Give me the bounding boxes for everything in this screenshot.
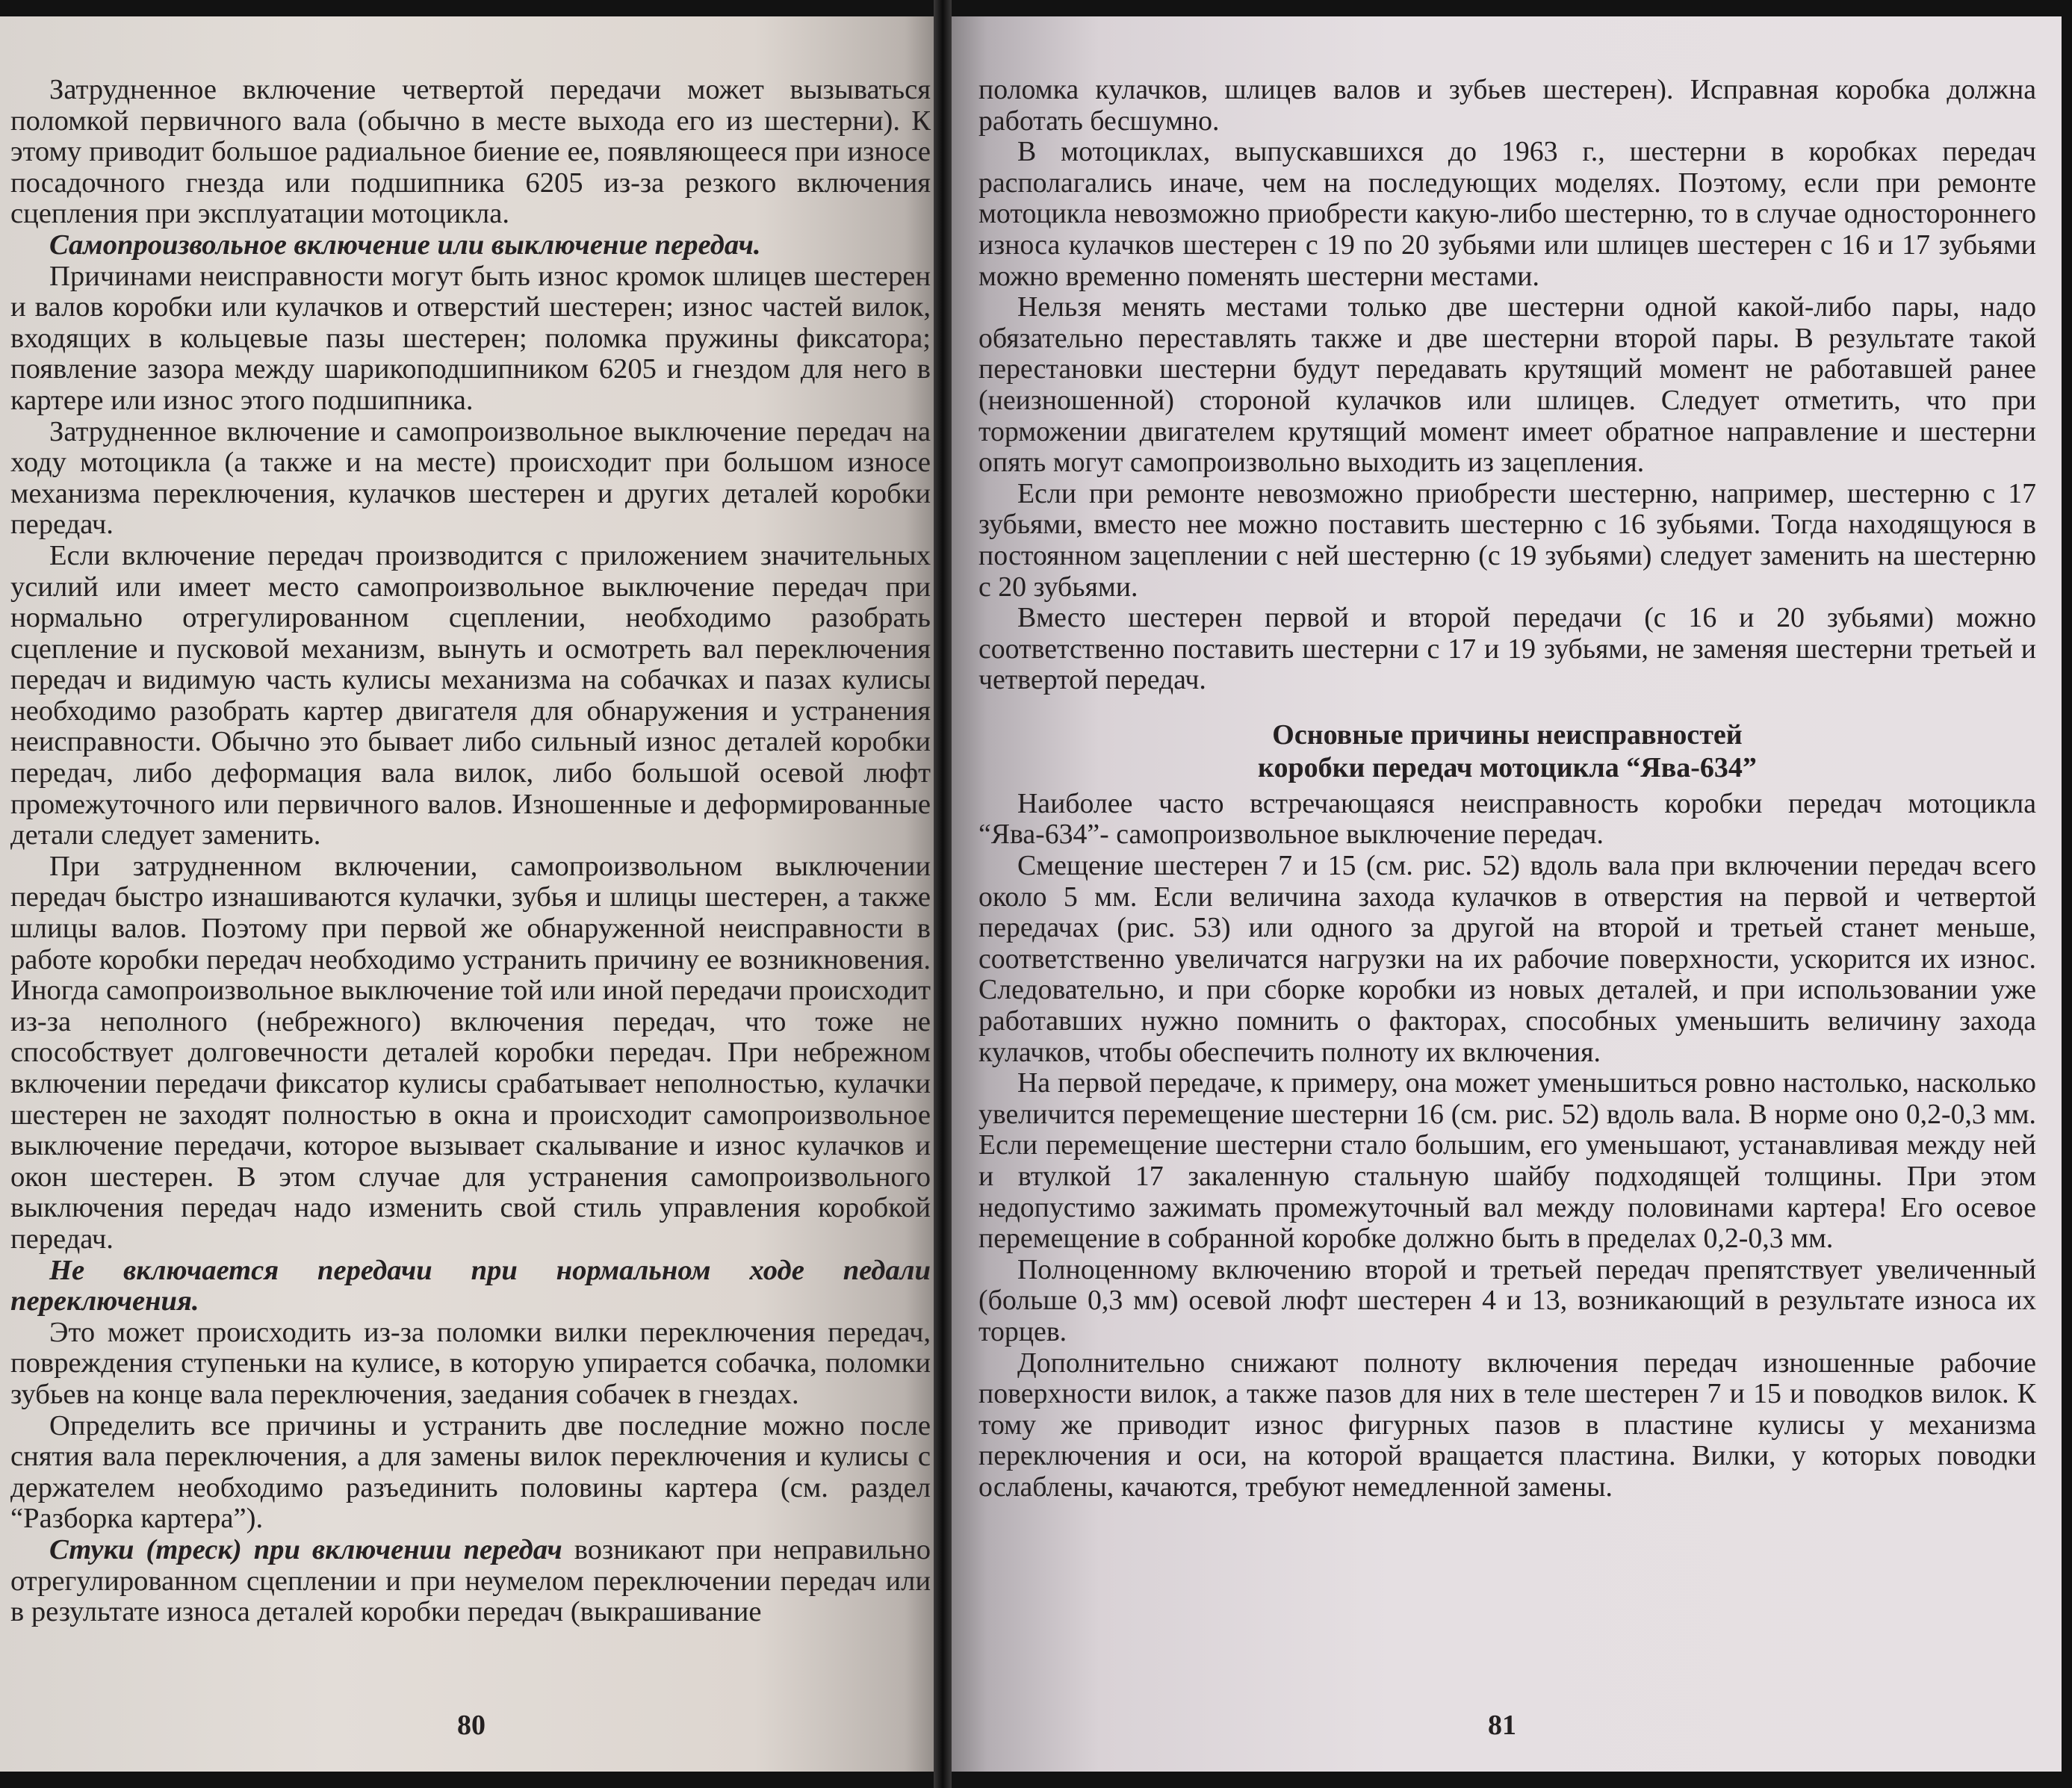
- right-page-text-top: [978, 75, 2036, 696]
- paragraph: [10, 1535, 931, 1628]
- paragraph-text: Смещение шестерен 7 и 15 (см. рис. 52) вдоль вала при включении передач всего около 5 мм. Если величина захода кулачков в отверстия на первой и четвертой передачах (рис. 53) или одного за другой на второй и третьей станет меньше, соответственно увеличатся нагрузки на их рабочие поверхности, ускорится их износ. Следовательно, и при сборке коробки из новых деталей, и при использовании уже работавших нужно помнить о факторах, способных уменьшить величину захода кулачков, чтобы обеспечить полноту их включения.: [978, 850, 2036, 1068]
- left-page-text: [10, 75, 935, 1628]
- paragraph: [10, 75, 931, 230]
- paragraph: [978, 479, 2036, 603]
- paragraph-text: поломка кулачков, шлицев валов и зубьев шестерен). Исправная коробка должна работать бесшумно.: [978, 74, 2036, 137]
- paragraph-text: Вместо шестерен первой и второй передачи (с 16 и 20 зубьями) можно соответственно поставить шестерни с 17 и 19 зубьями, не заменяя шестерни третьей и четвертой передач.: [978, 602, 2036, 696]
- inline-heading: Стуки (треск) при включении передач: [49, 1533, 562, 1565]
- section-title: [978, 718, 2036, 784]
- paragraph-text: Затрудненное включение четвертой передачи может вызываться поломкой первичного вала (обычно в месте выхода его из шестерни). К этому приводит большое радиальное биение ее, появляющееся при износе посадочного гнезда или подшипника 6205 из-за резкого включения сцепления при эксплуатации мотоцикла.: [10, 74, 931, 230]
- paragraph-text: При затрудненном включении, самопроизвольном выключении передач быстро изнашиваются кулачки, зубья и шлицы шестерен, а также шлицы валов. Поэтому при первой же обнаруженной неисправности в работе коробки передач необходимо устранить причину ее возникновения. Иногда самопроизвольное выключение той или иной передачи происходит из-за неполного (небрежного) включения передач, что тоже не способствует долговечности деталей коробки передач. При небрежном включении передачи фиксатор кулисы срабатывает неполностью, кулачки шестерен не заходят полностью в окна и происходит самопроизвольное выключение передачи, которое вызывает скалывание и износ кулачков и окон шестерен. В этом случае для устранения самопроизвольного выключения передач надо изменить свой стиль управления коробкой передач.: [10, 850, 931, 1255]
- paragraph: [978, 1068, 2036, 1255]
- paragraph: [10, 1411, 931, 1535]
- paragraph: [10, 1317, 931, 1411]
- page-number-right: 81: [1488, 1710, 1516, 1741]
- paragraph: [10, 261, 931, 417]
- page-number-left: 80: [457, 1710, 486, 1741]
- book-gutter: [934, 0, 952, 1788]
- paragraph-text: Если при ремонте невозможно приобрести шестерню, например, шестерню с 17 зубьями, вместо нее можно поставить шестерню с 16 зубьями. Тогда находящуюся в постоянном зацеплении с ней шестерню (с 19 зубьями) следует заменить на шестерню с 20 зубьями.: [978, 477, 2036, 603]
- paragraph: [978, 1348, 2036, 1503]
- paragraph-text: Если включение передач производится с приложением значительных усилий или имеет место самопроизвольное выключение передач при нормально отрегулированном сцеплении, необходимо разобрать сцепление и пусковой механизм, вынуть и осмотреть вал переключения передач и видимую часть кулисы механизма на собачках и пазах кулисы необходимо разобрать картер двигателя для обнаружения и устранения неисправности. Обычно это бывает либо сильный износ деталей коробки передач, либо деформация вала вилок, либо большой осевой люфт промежуточного или первичного валов. Изношенные и деформированные детали следует заменить.: [10, 539, 931, 851]
- paragraph-text: Нельзя менять местами только две шестерни одной какой-либо пары, надо обязательно переставлять также и две шестерни второй пары. В результате такой перестановки шестерни будут передавать крутящий момент не работавшей ранее (неизношенной) стороной кулачков или шлицев. Следует отметить, что при торможении двигателем крутящий момент имеет обратное направление и шестерни опять могут самопроизвольно выходить из зацепления.: [978, 291, 2036, 479]
- paragraph-text: Полноценному включению второй и третьей передач препятствует увеличенный (больше 0,3 мм) осевой люфт шестерен 4 и 13, возникающий в результате износа их торцев.: [978, 1253, 2036, 1347]
- right-page: [943, 16, 2062, 1772]
- paragraph: [978, 851, 2036, 1068]
- paragraph-text: В мотоциклах, выпускавшихся до 1963 г., шестерни в коробках передач располагались иначе, чем на последующих моделях. Поэтому, если при ремонте мотоцикла невозможно приобрести какую-либо шестерню, то в случае одностороннего износа кулачков шестерен с 19 по 20 зубьями или шлицев шестерен с 16 и 17 зубьями можно временно поменять шестерни местами.: [978, 136, 2036, 292]
- paragraph-text: Определить все причины и устранить две последние можно после снятия вала переключения, а для замены вилок переключения и кулисы с держателем необходимо разъединить половины картера (см. раздел “Разборка картера”).: [10, 1409, 931, 1535]
- paragraph: [978, 75, 2036, 137]
- inline-heading: Не включается передачи при нормальном ходе педали переключения.: [10, 1254, 931, 1317]
- paragraph: [10, 230, 931, 261]
- paragraph: [978, 292, 2036, 479]
- paragraph: [978, 603, 2036, 696]
- paragraph-text: Причинами неисправности могут быть износ кромок шлицев шестерен и валов коробки или кулачков и отверстий шестерен; износ частей вилок, входящих в кольцевые пазы шестерен; поломка пружины фиксатора; появление зазора между шарикоподшипником 6205 и гнездом для него в картере или износ этого подшипника.: [10, 260, 931, 416]
- right-page-text-bottom: [978, 789, 2036, 1503]
- inline-heading: Самопроизвольное включение или выключение передач.: [49, 229, 761, 261]
- left-page: [0, 16, 943, 1772]
- paragraph-text: Затрудненное включение и самопроизвольное выключение передач на ходу мотоцикла (а также и на месте) происходит при большом износе механизма переключения, кулачков шестерен и других деталей коробки передач.: [10, 415, 931, 541]
- paragraph: [978, 1255, 2036, 1348]
- paragraph-text: На первой передаче, к примеру, она может уменьшиться ровно настолько, насколько увеличится перемещение шестерни 16 (см. рис. 52) вдоль вала. В норме оно 0,2-0,3 мм. Если перемещение шестерни стало большим, его уменьшают, устанавливая между ней и втулкой 17 закаленную стальную шайбу подходящей толщины. При этом недопустимо зажимать промежуточный вал между половинами картера! Его осевое перемещение в собранной коробке должно быть в пределах 0,2-0,3 мм.: [978, 1067, 2036, 1255]
- paragraph-text: возникают при неправильно отрегулированном сцеплении и при неумелом переключении передач или в результате износа деталей коробки передач (выкрашивание: [10, 1533, 931, 1628]
- paragraph: [10, 851, 931, 1255]
- section-title-line-2: коробки передач мотоцикла “Ява-634”: [1258, 751, 1757, 783]
- paragraph-text: Дополнительно снижают полноту включения передач изношенные рабочие поверхности вилок, а также пазов для них в теле шестерен 7 и 15 и поводков вилок. К тому же приводит износ фигурных пазов в пластине кулисы у механизма переключения и оси, на которой вращается пластина. Вилки, у которых поводки ослаблены, качаются, требуют немедленной замены.: [978, 1347, 2036, 1503]
- paragraph: [10, 417, 931, 541]
- paragraph-text: Наиболее часто встречающаяся неисправность коробки передач мотоцикла “Ява-634”- самопроизвольное выключение передач.: [978, 787, 2036, 851]
- section-title-line-1: Основные причины неисправностей: [1272, 718, 1743, 751]
- paragraph-text: Это может происходить из-за поломки вилки переключения передач, повреждения ступеньки на кулисе, в которую упирается собачка, поломки зубьев на конце вала переключения, заедания собачек в гнездах.: [10, 1316, 931, 1410]
- paragraph: [10, 1255, 931, 1317]
- paragraph: [978, 137, 2036, 292]
- paragraph: [978, 789, 2036, 851]
- paragraph: [10, 541, 931, 851]
